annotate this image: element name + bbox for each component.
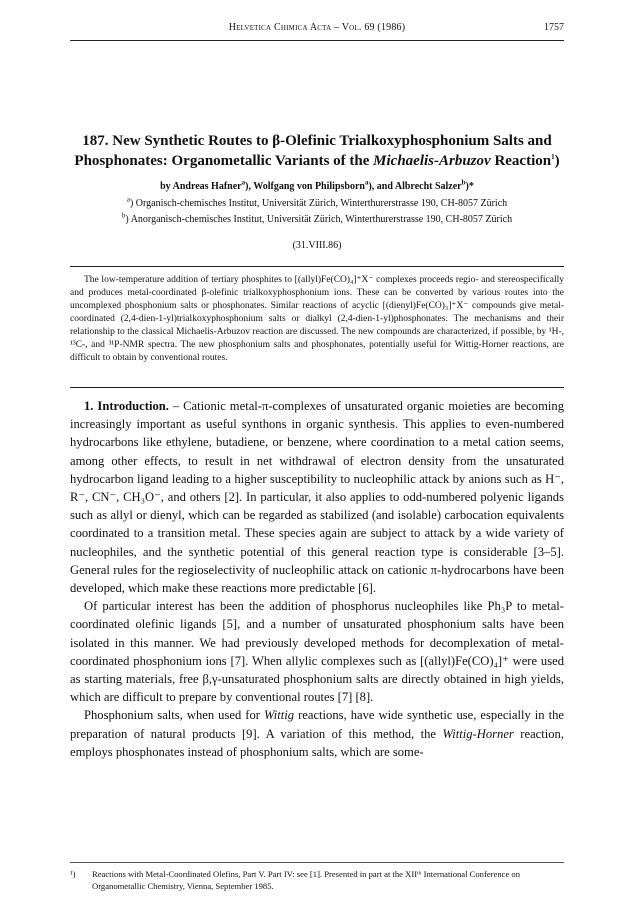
body-text: [70, 397, 564, 761]
footnote-rule: [70, 862, 564, 863]
abstract-text: The low-temperature addition of tertiary phosphites to [(allyl)Fe(CO)₄]⁺X⁻ complexes proceeds regio- and stereospecifically and produces metal-coordinated β-olefinic trialkoxyphosphonium ions. These can be converted by various routes into the uncomplexed phosphonium salts or phosphonates. Similar reactions of acyclic [(dienyl)Fe(CO)₃]⁺X⁻ compounds give metal-coordinated (2,4-dien-1-yl)trialkoxyphosphonium salts or dialkyl (2,4-dien-1-yl)phosphonates. The mechanisms and their relationship to the classical Michaelis-Arbuzov reaction are discussed. The new compounds are characterized, if possible, by ¹H-, ¹³C-, and ³¹P-NMR spectra. The new phosphonium salts and phosphonates, potentially useful for Wittig-Horner reactions, are difficult to obtain by conventional routes.: [70, 275, 564, 363]
affiliation-b: $^b$) Anorganisch-chemisches Institut, Universität Zürich, Winterthurerstrasse 190, CH-8057 Zürich: [121, 211, 513, 225]
footnote-text: Reactions with Metal-Coordinated Olefins, Part V. Part IV: see [1]. Presented in part at the XIIᵗʰ International Conference on Organometallic Chemistry, Vienna, September 1985.: [92, 869, 521, 891]
affiliation-a: $^a$) Organisch-chemisches Institut, Universität Zürich, Winterthurerstrasse 190, CH-8057 Zürich: [126, 195, 508, 209]
article-title: [70, 131, 564, 171]
running-head: [70, 22, 564, 36]
title-line-1: 187. New Synthetic Routes to β-Olefinic Trialkoxyphosphonium Salts and: [82, 133, 552, 149]
abstract: [70, 274, 564, 365]
title-line-2: Phosphonates: Organometallic Variants of the Michaelis-Arbuzov Reaction$^1$): [74, 153, 560, 169]
abstract-top-rule: [70, 266, 564, 267]
abstract-bottom-rule: [70, 387, 564, 388]
page-number: 1757: [544, 22, 564, 33]
author-line: by Andreas Hafner$^a$), Wolfgang von Philipsborn$^a$), and Albrecht Salzer$^b$)*: [160, 178, 474, 192]
section-heading: 1. Introduction.: [84, 399, 169, 413]
header-rule: [70, 40, 564, 41]
paragraph-1: 1. Introduction. – Cationic metal-π-complexes of unsaturated organic moieties are becoming increasingly important as useful synthons in organic synthesis. This applies to even-numbered hydrocarbons like ethylene, butadiene, or benzene, where coordination to a metal cation seems, among other effects, to result in net withdrawal of electron density from the unsaturated hydrocarbon ligand leading to a higher susceptibility to nucleophilic attack by anions such as H⁻, R⁻, CN⁻, CH₃O⁻, and others [2]. In particular, it also applies to odd-numbered polyenic ligands such as allyl or dienyl, which can be regarded as stabilized (and isolable) carbocation equivalents coordinated to a transition metal. These species again are subject to attack by a wide variety of nucleophiles, and the synthetic potential of this general reaction type is considerable [3–5]. General rules for the regioselectivity of nucleophilic attack on cationic π-hydrocarbons have been developed, which make these reactions more predictable [6].: [70, 399, 564, 596]
paragraph-2: Of particular interest has been the addition of phosphorus nucleophiles like Ph₃P to metal-coordinated olefinic ligands [5], and a number of unsaturated phosphonium salts have been isolated in this manner. We had previously developed methods for decomplexation of metal-coordinated phosphonium ions [7]. When allylic complexes such as [(allyl)Fe(CO)₄]⁺ were used as starting materials, free β,γ-unsaturated phosphonium salts are directly obtained in high yields, which are difficult to prepare by conventional routes [7] [8].: [70, 599, 564, 705]
paragraph-3: Phosphonium salts, when used for Wittig reactions, have wide synthetic use, especially in the preparation of natural products [9]. A variation of this method, the Wittig-Horner reaction, employs phosphonates instead of phosphonium salts, which are some-: [70, 708, 565, 759]
journal-name: Helvetica Chimica Acta – Vol. 69 (1986): [228, 22, 406, 33]
footnote: [70, 868, 564, 892]
received-date: (31.VIII.86): [292, 240, 342, 251]
footnote-mark: ¹): [70, 869, 76, 879]
